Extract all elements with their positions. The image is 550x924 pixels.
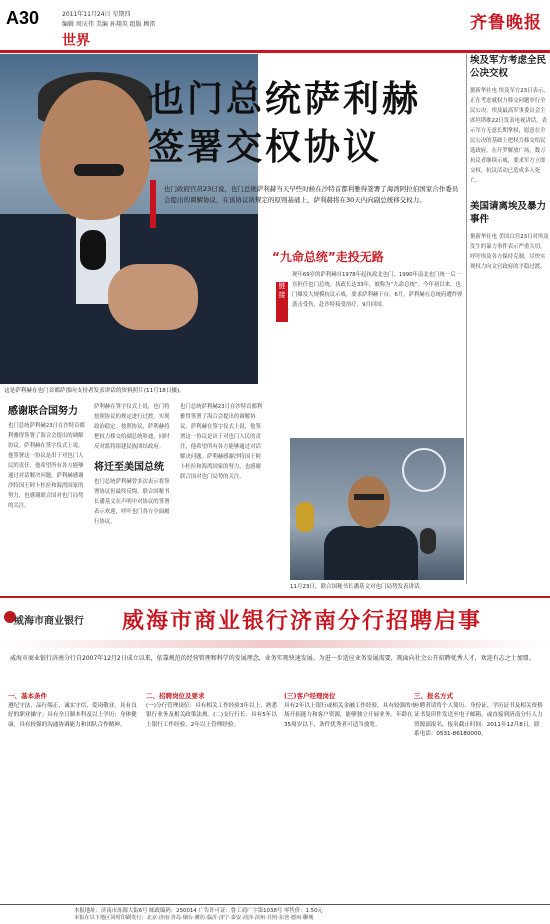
sidebar-heading: “九命总统”走投无路 bbox=[272, 250, 384, 264]
headline bbox=[148, 76, 421, 172]
un-secretary-photo bbox=[290, 438, 464, 580]
left-column-text: 也门总统萨利赫23日在沙特首都利雅得签署了海合会提出的调解协议。萨利赫在签字仪式上说，他签署这一协议是出于对也门人民的责任，他希望所有各方能够通过对话解决问题。萨利赫感谢沙特国王阿卜杜拉和海湾国家的努力，也感谢联合国对也门局势的关注。 bbox=[8, 423, 85, 509]
middle-column-text2: 也门总统萨利赫曾多次表示将签署协议但最终反悔。联合国秘书长潘基文在声明中对协议的签署表示欢迎，呼吁也门各方全面履行协议。 bbox=[94, 479, 170, 525]
footer-rule bbox=[0, 904, 550, 905]
ad-col1-heading: 一、基本条件 bbox=[8, 692, 47, 700]
left-column-heading: 感谢联合国努力 bbox=[8, 406, 78, 417]
photo2-caption: 11月23日，联合国秘书长潘基文对也门局势发表讲话。 bbox=[290, 584, 425, 590]
column-divider bbox=[466, 54, 467, 584]
middle-column-heading: 将迁至美国总统 bbox=[94, 462, 164, 473]
footer-address: 本报地址：济南市泺源大街6号 邮政编码：250014 广告许可证：鲁工商广字第1038号 零售价：1.50元 bbox=[74, 908, 323, 914]
ad-column-3 bbox=[284, 692, 418, 730]
third-column-text: 也门总统萨利赫23日在沙特首都利雅得签署了海合会提出的调解协议。萨利赫在签字仪式上说，他签署这一协议是出于对也门人民的责任，他希望所有各方能够通过对话解决问题。萨利赫感谢沙特国王阿卜杜拉和海湾国家的努力，也感谢联合国对也门局势的关注。 bbox=[180, 404, 263, 480]
ad-title: 威海市商业银行济南分行招聘启事 bbox=[122, 608, 483, 634]
ad-column-2 bbox=[146, 692, 280, 730]
ad-intro: 威海市商业银行济南分行自2007年12月2日成立以来，依靠规范的经营管理和科学的发展理念，业务实现快速发展。为进一步适应业务发展需要，现面向社会公开招聘优秀人才，欢迎有志之士加盟。 bbox=[10, 655, 535, 662]
third-column bbox=[180, 402, 264, 482]
section-title: 世界 bbox=[62, 33, 90, 49]
ad-col2-heading: 二、招聘岗位及要求 bbox=[146, 692, 205, 700]
middle-column bbox=[94, 402, 172, 527]
right-heading-2: 美国请离埃及暴力事件 bbox=[470, 201, 547, 225]
date-line: 2011年11月24日 星期四 bbox=[62, 11, 131, 18]
lead-accent-bar bbox=[150, 180, 156, 228]
ad-col3-text: 具有2年以上银行或相关金融工作经验，具有较强的市场开拓能力和客户资源，能够独立开展业务。年龄在35周岁以下，条件优秀者可适当放宽。 bbox=[284, 702, 417, 728]
headline-line1: 也门总统萨利赫 bbox=[148, 79, 422, 120]
page-number: A30 bbox=[6, 8, 40, 28]
right-column bbox=[470, 54, 550, 272]
photo-caption: 这是萨利赫在也门首都萨那向支持者发表讲话的资料照片(11月18日摄)。 bbox=[4, 388, 185, 394]
article-lead: 也门政府官员23日说，也门总统萨利赫当天早些时候在沙特首都利雅得签署了海湾阿拉伯国家合作委员会提出的调解协议，在该协议所规定的原则基础上，萨利赫将在30天内向副总统移交权力。 bbox=[164, 185, 459, 204]
ad-col4-heading: 三、报名方式 bbox=[414, 692, 453, 700]
ad-column-1 bbox=[8, 692, 142, 730]
middle-column-text: 萨利赫在签字仪式上说，也门将按照协议的规定进行过渡，实现政治稳定。按照协议，萨利赫将把权力移交给副总统哈迪，同时反对派将组建民族团结政府。 bbox=[94, 404, 170, 450]
sidebar-text: 现年69岁的萨利赫自1978年起执政北也门，1990年南北也门统一后一直担任也门总统，执政长达33年，被称为“九命总统”。今年初以来，也门爆发大规模抗议示威，要求萨利赫下台。6月，萨利赫在总统府遭炸弹袭击受伤，赴沙特接受治疗，9月回国。 bbox=[292, 272, 463, 308]
editor-line: 编辑 周庆伟 美编 孙翔英 组版 顾雷 bbox=[62, 21, 156, 28]
ad-decoration bbox=[0, 640, 550, 648]
ad-col4-text: 应聘者请将个人简历、身份证、学历证书及相关资格证书复印件发送至电子邮箱，或直接到济南分行人力资源部报名。报名截止时间：2011年12月8日。联系电话：0531-86180000。 bbox=[414, 702, 543, 737]
right-heading-1: 埃及军方考虑全民公决交权 bbox=[470, 55, 547, 79]
right-text-1: 据新华社电 埃及军方23日表示，正在考虑就权力移交问题举行全民公决。埃及最高军事委员会主席坦塔维22日发表电视讲话，表示军方无意长期掌权，愿意在全民公决的基础上把权力移交给民选政府。在开罗解放广场，数万抗议者继续示威，要求军方立即交权，抗议活动已造成多人死亡。 bbox=[470, 88, 549, 184]
ad-col2-text: (一)分行管理岗位：具有相关工作经验3年以上，熟悉银行业务及相关政策法规。(二)支行行长：具有5年以上银行工作经验，2年以上管理经验。 bbox=[146, 702, 277, 728]
left-column bbox=[8, 402, 86, 511]
bank-name: 威海市商业银行 bbox=[14, 616, 84, 627]
ad-column-4 bbox=[414, 692, 544, 740]
footer-print-sites: 本报在以下地区同时印刷发行：北京·济南·青岛·烟台·潍坊·临沂·济宁·泰安·菏泽·滨州·日照·东营·德州·聊城 bbox=[74, 915, 314, 921]
link-tag: 链接 bbox=[276, 282, 288, 322]
right-text-2: 据新华社电 美国白宫23日对埃及发生的暴力事件表示严重关切，呼吁埃及各方保持克制，尽快实现权力向文官政府的平稳过渡。 bbox=[470, 234, 549, 270]
newspaper-logo: 齐鲁晚报 bbox=[470, 13, 542, 33]
headline-line2: 签署交权协议 bbox=[148, 127, 383, 168]
ad-col3-heading: (三)客户经理岗位 bbox=[284, 692, 336, 700]
ad-col1-text: 遵纪守法，品行端正，诚实守信，爱岗敬业，具有良好的职业操守；具有全日制本科及以上学历；身体健康，具有较强的沟通协调能力和团队合作精神。 bbox=[8, 702, 137, 728]
masthead-rule bbox=[0, 50, 550, 53]
